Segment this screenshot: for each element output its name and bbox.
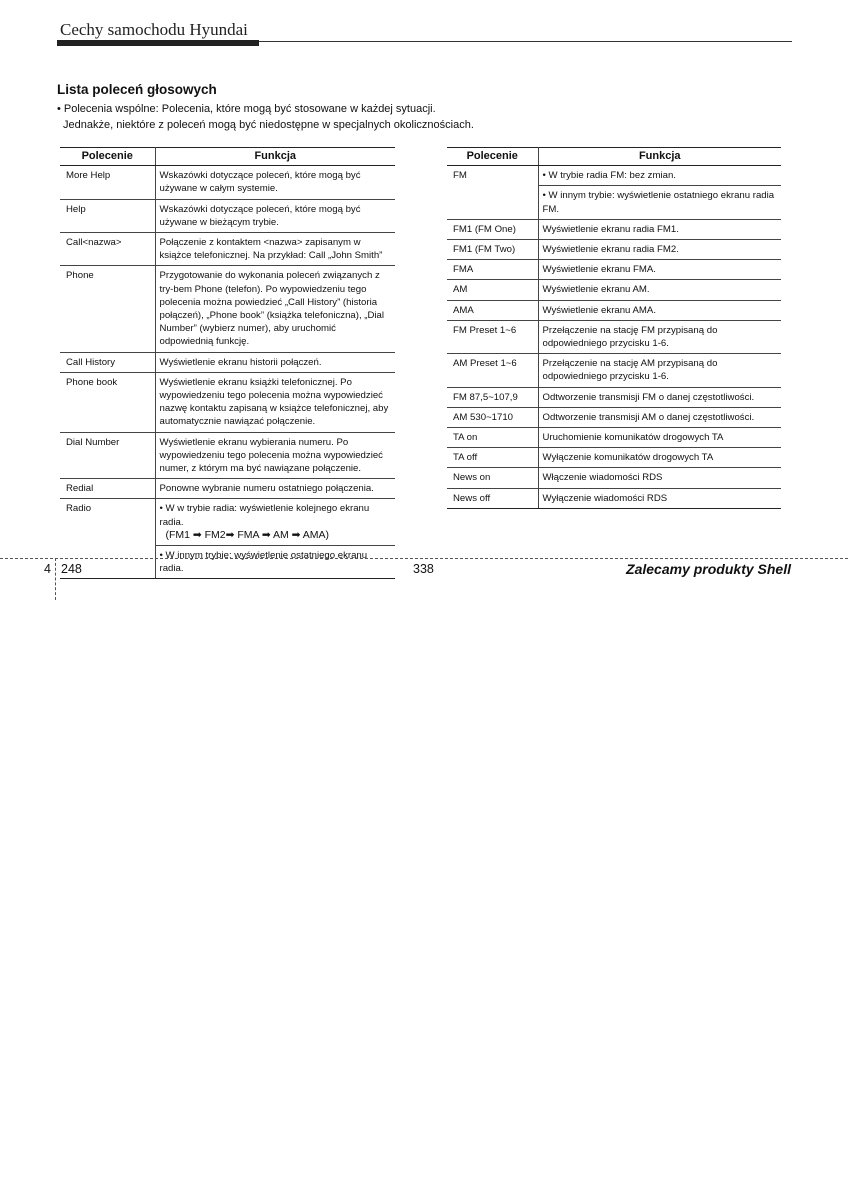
- function-cell: Przygotowanie do wykonania poleceń związanych z try-bem Phone (telefon). Po wypowiedzeniu tego polecenia można powiedzieć „Call History” (historia połączeń), „Phone book” (książka telefoniczna), „Dial Number” (wybierz numer), aby uruchomić odpowiednią funkcję.: [155, 266, 395, 352]
- command-cell: News on: [447, 468, 538, 488]
- table-row: [447, 280, 781, 300]
- function-cell: Wyświetlenie ekranu wybierania numeru. Po wypowiedzeniu tego polecenia można wypowiedzieć numer, z którym ma być nawiązane połączenie.: [155, 432, 395, 479]
- function-cell: Uruchomienie komunikatów drogowych TA: [538, 428, 781, 448]
- table-row: [447, 320, 781, 353]
- command-cell: AMA: [447, 300, 538, 320]
- intro-line-1: • Polecenia wspólne: Polecenia, które mogą być stosowane w każdej sytuacji.: [57, 103, 436, 115]
- function-cell: Wskazówki dotyczące poleceń, które mogą być używane w bieżącym trybie.: [155, 199, 395, 232]
- command-cell: TA on: [447, 428, 538, 448]
- table-row: [60, 352, 395, 372]
- column-header-function: Funkcja: [538, 148, 781, 166]
- command-cell: More Help: [60, 166, 155, 199]
- command-cell: FM: [447, 166, 538, 220]
- function-cell: Wyświetlenie ekranu historii połączeń.: [155, 352, 395, 372]
- function-cell: Wyświetlenie ekranu AMA.: [538, 300, 781, 320]
- function-cell: [155, 499, 395, 579]
- function-cell: Wyświetlenie ekranu radia FM1.: [538, 219, 781, 239]
- function-cell: Wyłączenie komunikatów drogowych TA: [538, 448, 781, 468]
- function-cell: Wyświetlenie ekranu AM.: [538, 280, 781, 300]
- command-cell: FM1 (FM One): [447, 219, 538, 239]
- function-line: • W trybie radia FM: bez zmian.: [542, 170, 676, 182]
- table-row: [447, 300, 781, 320]
- command-cell: FM1 (FM Two): [447, 240, 538, 260]
- table-row: [60, 499, 395, 579]
- function-cell: Wyłączenie wiadomości RDS: [538, 488, 781, 508]
- table-row: [447, 428, 781, 448]
- center-page-number: 338: [413, 562, 434, 576]
- intro-line-2: Jednakże, niektóre z poleceń mogą być niedostępne w specjalnych okolicznościach.: [63, 118, 474, 131]
- footer-dashed-rule: [0, 558, 848, 559]
- table-header-row: [60, 148, 395, 166]
- function-line: • W innym trybie: wyświetlenie ostatniego ekranu radia FM.: [542, 190, 775, 215]
- table-header-row: [447, 148, 781, 166]
- function-cell: Ponowne wybranie numeru ostatniego połączenia.: [155, 479, 395, 499]
- command-cell: AM: [447, 280, 538, 300]
- function-cell: Wskazówki dotyczące poleceń, które mogą być używane w całym systemie.: [155, 166, 395, 199]
- function-line: • W innym trybie: wyświetlenie ostatniego ekranu radia.: [159, 550, 368, 575]
- command-cell: Call<nazwa>: [60, 233, 155, 266]
- function-cell: Włączenie wiadomości RDS: [538, 468, 781, 488]
- table-row: [60, 233, 395, 266]
- command-cell: FM 87,5~107,9: [447, 387, 538, 407]
- table-row: [447, 219, 781, 239]
- function-cell: Przełączenie na stację FM przypisaną do odpowiedniego przycisku 1-6.: [538, 320, 781, 353]
- footer-brand-text: Zalecamy produkty Shell: [626, 561, 791, 577]
- page-header-title: Cechy samochodu Hyundai: [60, 20, 248, 39]
- command-cell: Call History: [60, 352, 155, 372]
- command-cell: Redial: [60, 479, 155, 499]
- chapter-number: 4: [44, 562, 51, 576]
- table-row: [60, 166, 395, 199]
- table-row: [60, 479, 395, 499]
- table-row: [447, 354, 781, 387]
- voice-commands-table-right: [447, 147, 781, 509]
- section-intro: [57, 102, 577, 133]
- command-cell: Phone: [60, 266, 155, 352]
- function-line: • W w trybie radia: wyświetlenie kolejnego ekranu radia.: [159, 503, 370, 528]
- table-row: [60, 432, 395, 479]
- function-cell: Wyświetlenie ekranu książki telefonicznej. Po wypowiedzeniu tego polecenia można wypowiedzieć nazwę kontaktu zapisaną w książce telefonicznej, aby automatycznie nawiązać połączenie.: [155, 372, 395, 432]
- command-cell: News off: [447, 488, 538, 508]
- function-cell: [538, 166, 781, 220]
- radio-sequence: (FM1 ➡ FM2➡ FMA ➡ AM ➡ AMA): [165, 528, 330, 541]
- table-row: [447, 260, 781, 280]
- function-cell: Wyświetlenie ekranu radia FM2.: [538, 240, 781, 260]
- command-cell: TA off: [447, 448, 538, 468]
- function-cell: Przełączenie na stację AM przypisaną do odpowiedniego przycisku 1-6.: [538, 354, 781, 387]
- function-cell: Odtworzenie transmisji FM o danej częstotliwości.: [538, 387, 781, 407]
- table-row: [447, 407, 781, 427]
- column-header-command: Polecenie: [60, 148, 155, 166]
- table-row: [60, 372, 395, 432]
- command-cell: Phone book: [60, 372, 155, 432]
- function-cell: Odtworzenie transmisji AM o danej częstotliwości.: [538, 407, 781, 427]
- command-cell: Radio: [60, 499, 155, 579]
- command-cell: Help: [60, 199, 155, 232]
- table-row: [447, 166, 781, 220]
- table-row: [60, 266, 395, 352]
- cell-divider: [539, 185, 782, 186]
- table-row: [447, 468, 781, 488]
- column-header-function: Funkcja: [155, 148, 395, 166]
- function-cell: Połączenie z kontaktem <nazwa> zapisanym w książce telefonicznej. Na przykład: Call „John Smith”: [155, 233, 395, 266]
- function-cell: Wyświetlenie ekranu FMA.: [538, 260, 781, 280]
- table-row: [447, 240, 781, 260]
- page-number: 248: [61, 562, 82, 576]
- table-row: [447, 488, 781, 508]
- command-cell: AM 530~1710: [447, 407, 538, 427]
- command-cell: AM Preset 1~6: [447, 354, 538, 387]
- command-cell: FMA: [447, 260, 538, 280]
- column-header-command: Polecenie: [447, 148, 538, 166]
- header-bar: [57, 40, 259, 46]
- section-title: Lista poleceń głosowych: [57, 82, 217, 97]
- cell-divider: [156, 545, 396, 546]
- command-cell: Dial Number: [60, 432, 155, 479]
- table-row: [447, 448, 781, 468]
- voice-commands-table-left: [60, 147, 395, 579]
- footer-dashed-divider: [55, 558, 56, 600]
- table-row: [60, 199, 395, 232]
- command-cell: FM Preset 1~6: [447, 320, 538, 353]
- table-row: [447, 387, 781, 407]
